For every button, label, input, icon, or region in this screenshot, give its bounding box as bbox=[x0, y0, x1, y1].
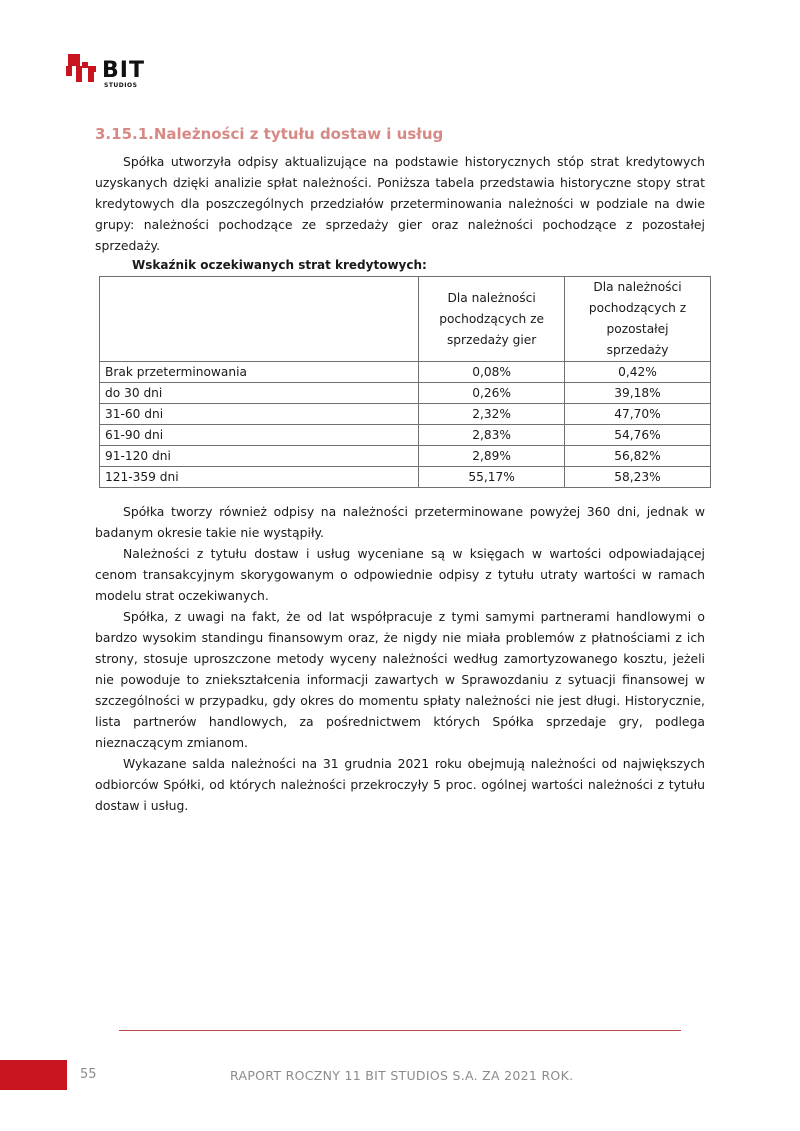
row-games-value: 0,26% bbox=[419, 383, 565, 404]
table-caption: Wskaźnik oczekiwanych strat kredytowych: bbox=[132, 258, 427, 272]
table-row bbox=[100, 467, 711, 488]
header-empty bbox=[100, 277, 419, 362]
credit-loss-table bbox=[99, 276, 711, 488]
footer-report-title: RAPORT ROCZNY 11 BIT STUDIOS S.A. ZA 2021 ROK. bbox=[230, 1068, 574, 1083]
table-row bbox=[100, 383, 711, 404]
company-logo bbox=[66, 50, 146, 92]
header-games: Dla należności pochodzących ze sprzedaży gier bbox=[419, 277, 565, 362]
paragraph-partners: Spółka, z uwagi na fakt, że od lat współpracuje z tymi samymi partnerami handlowymi o bardzo wysokim standingu finansowym oraz, że nigdy nie miała problemów z płatnościami z ich strony, stosuje uproszczone metody wyceny należności według zamortyzowanego kosztu, jeżeli nie powoduje to zniekształcenia informacji zawartych w Sprawozdaniu z sytuacji finansowej w szczególności w przypadku, gdy okres do momentu spłaty należności nie jest długi. Historycznie, lista partnerów handlowych, za pośrednictwem których Spółka sprzedaje gry, podlega nieznaczącym zmianom. bbox=[95, 609, 705, 750]
logo-subtext: STUDIOS bbox=[104, 82, 138, 89]
row-label: 61-90 dni bbox=[100, 425, 419, 446]
intro-paragraph: Spółka utworzyła odpisy aktualizujące na podstawie historycznych stóp strat kredytowych uzyskanych dzięki analizie spłat należności. Poniższa tabela przedstawia historyczne stopy strat kredytowych dla poszczególnych przedziałów przeterminowania należności w podziale na dwie grupy: należności pochodzące ze sprzedaży gier oraz należności pochodzące z pozostałej sprzedaży. bbox=[95, 154, 705, 253]
row-games-value: 2,32% bbox=[419, 404, 565, 425]
table-row bbox=[100, 446, 711, 467]
row-other-value: 58,23% bbox=[565, 467, 711, 488]
logo-mark-icon bbox=[66, 54, 102, 84]
row-label: do 30 dni bbox=[100, 383, 419, 404]
row-label: 31-60 dni bbox=[100, 404, 419, 425]
row-other-value: 47,70% bbox=[565, 404, 711, 425]
header-other: Dla należności pochodzących z pozostałej sprzedaży bbox=[565, 277, 711, 362]
row-other-value: 39,18% bbox=[565, 383, 711, 404]
footer-accent-block bbox=[0, 1060, 67, 1090]
footer-divider bbox=[119, 1030, 681, 1031]
paragraph-balances: Wykazane salda należności na 31 grudnia 2021 roku obejmują należności od największych odbiorców Spółki, od których należności przekroczyły 5 proc. ogólnej wartości należności z tytułu dostaw i usług. bbox=[95, 756, 705, 813]
table-row bbox=[100, 404, 711, 425]
table-row bbox=[100, 362, 711, 383]
table-row bbox=[100, 425, 711, 446]
row-games-value: 55,17% bbox=[419, 467, 565, 488]
row-other-value: 56,82% bbox=[565, 446, 711, 467]
row-games-value: 2,83% bbox=[419, 425, 565, 446]
row-games-value: 0,08% bbox=[419, 362, 565, 383]
row-other-value: 0,42% bbox=[565, 362, 711, 383]
paragraph-valuation: Należności z tytułu dostaw i usług wyceniane są w księgach w wartości odpowiadającej cenom transakcyjnym skorygowanym o odpowiednie odpisy z tytułu utraty wartości w ramach modelu strat oczekiwanych. bbox=[95, 546, 705, 603]
page-number: 55 bbox=[80, 1067, 97, 1082]
row-label: Brak przeterminowania bbox=[100, 362, 419, 383]
row-other-value: 54,76% bbox=[565, 425, 711, 446]
paragraph-over-360: Spółka tworzy również odpisy na należności przeterminowane powyżej 360 dni, jednak w badanym okresie takie nie wystąpiły. bbox=[95, 504, 705, 540]
row-label: 121-359 dni bbox=[100, 467, 419, 488]
logo-wordmark: BIT bbox=[102, 58, 145, 83]
row-games-value: 2,89% bbox=[419, 446, 565, 467]
table-header-row bbox=[100, 277, 711, 362]
section-title: 3.15.1.Należności z tytułu dostaw i usług bbox=[95, 125, 444, 143]
row-label: 91-120 dni bbox=[100, 446, 419, 467]
